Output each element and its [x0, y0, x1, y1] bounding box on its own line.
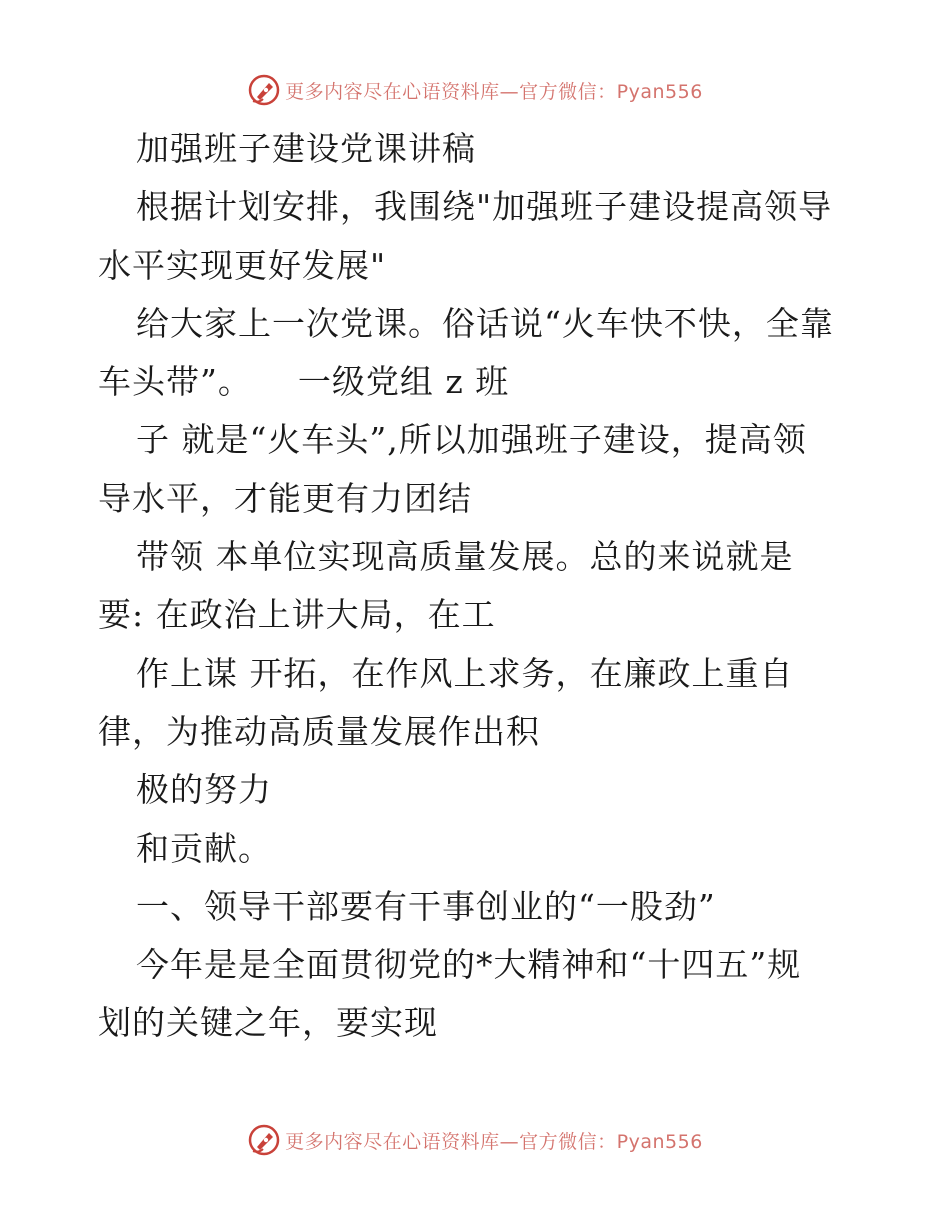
text-line: 要: 在政治上讲大局，在工	[98, 595, 496, 635]
document-title: 加强班子建设党课讲稿	[136, 129, 476, 168]
text-line: 给大家上一次党课。俗话说“火车快不快，全靠	[136, 303, 834, 343]
text-line: 和贡献。	[136, 828, 272, 868]
text-line: 车头带”。 一级党组 z 班	[98, 362, 510, 402]
watermark-text: 更多内容尽在心语资料库—官方微信：Pyan556	[285, 80, 703, 103]
text-line: 律，为推动高质量发展作出积	[98, 711, 540, 751]
watermark-banner-top	[0, 70, 950, 110]
text-line: 子 就是“火车头”,所以加强班子建设，提高领	[136, 420, 807, 460]
pen-nib-circle-icon	[247, 73, 281, 107]
document-body	[98, 120, 858, 1053]
watermark-text: 更多内容尽在心语资料库—官方微信：Pyan556	[285, 1130, 703, 1153]
text-line: 作上谋 开拓，在作风上求务，在廉政上重自	[136, 653, 794, 693]
text-line: 水平实现更好发展"	[98, 245, 387, 285]
text-line: 划的关键之年，要实现	[98, 1003, 438, 1043]
text-line: 带领 本单位实现高质量发展。总的来说就是	[136, 537, 794, 577]
text-line: 极的努力	[136, 770, 272, 810]
text-line: 导水平，才能更有力团结	[98, 478, 472, 518]
section-heading: 一、领导干部要有干事创业的“一股劲”	[136, 886, 716, 926]
text-line: 今年是是全面贯彻党的*大精神和“十四五”规	[136, 945, 802, 985]
watermark-banner-bottom	[0, 1120, 950, 1160]
text-line: 根据计划安排，我围绕"加强班子建设提高领导	[136, 187, 833, 227]
pen-nib-circle-icon	[247, 1123, 281, 1157]
